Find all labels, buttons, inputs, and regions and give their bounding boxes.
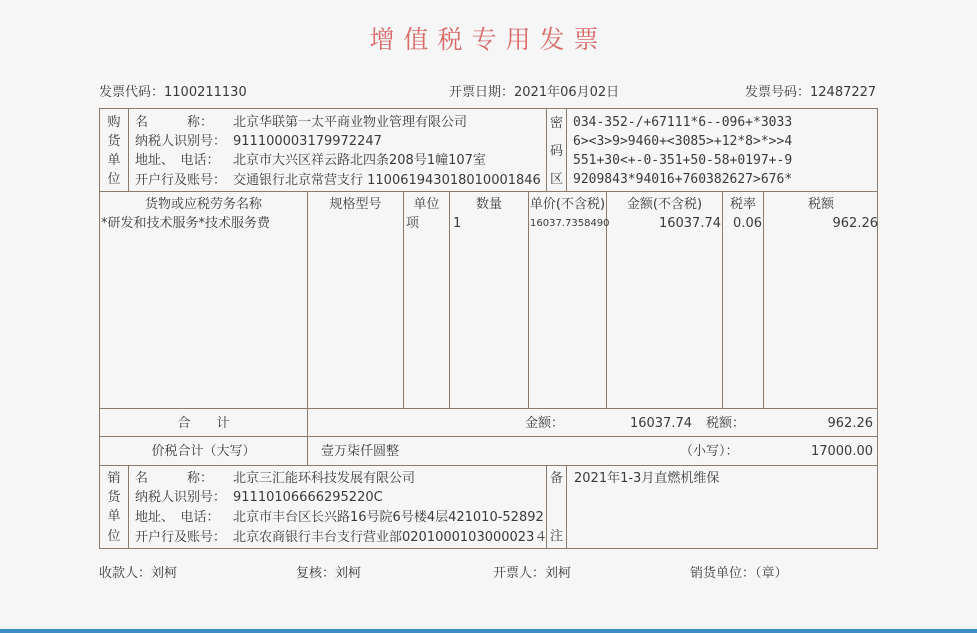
- buyer-side-2: 货: [107, 134, 121, 149]
- remarks-side-2: 注: [549, 529, 563, 544]
- buyer-side-4: 位: [107, 172, 121, 187]
- invoice-number: [745, 81, 876, 100]
- cipher-side-2: 码: [549, 144, 563, 159]
- seller-bank-label: 开户行及账号：: [135, 530, 227, 545]
- buyer-side-1: 购: [107, 115, 121, 130]
- seller-name: 北京三汇能环科技发展有限公司: [233, 471, 416, 486]
- buyer-bank-label: 开户行及账号：: [135, 173, 227, 188]
- item-qty: 1: [453, 216, 462, 231]
- buyer-name-label: 名 称：: [135, 115, 214, 130]
- seller-tax-id: 91110106666295220C: [233, 490, 383, 505]
- cipher-side-1: 密: [549, 116, 563, 131]
- cipher-line: 9209843*94016+760382627>676*: [573, 172, 793, 187]
- col-header-unit: 单位: [413, 197, 440, 212]
- seller-address: 北京市丰台区长兴路16号院6号楼4层421010-52892: [233, 510, 544, 525]
- item-unit: 项: [406, 216, 420, 231]
- buyer-name: 北京华联第一太平商业物业管理有限公司: [233, 115, 468, 130]
- invoice-date-value: 2021年06月02日: [514, 85, 620, 100]
- col-header-tax: 税额: [807, 197, 834, 212]
- buyer-address: 北京市大兴区祥云路北四条208号1幢107室: [233, 153, 486, 168]
- cipher-line: 034-352-/+67111*6--096+*3033: [573, 115, 793, 130]
- buyer-address-label: 地址、 电话：: [135, 153, 220, 168]
- totals-amount: 16037.74: [629, 416, 692, 431]
- item-price: 16037.7358490: [530, 218, 610, 229]
- col-header-rate: 税率: [729, 197, 756, 212]
- cipher-line: 6><3>9>9460+<3085>+12*8>*>>4: [573, 134, 793, 149]
- col-header-name: 货物或应税劳务名称: [144, 197, 262, 212]
- grand-total-value: 17000.00: [810, 444, 873, 459]
- invoice-date: [449, 81, 619, 100]
- buyer-bank: 交通银行北京常营支行 110061943018010001846: [233, 173, 541, 188]
- bottom-accent-bar: [0, 629, 977, 633]
- cipher-side-3: 区: [549, 172, 563, 187]
- footer-drawer: [493, 562, 571, 581]
- remarks-text: 2021年1-3月直燃机维保: [574, 471, 720, 486]
- grand-total-label: 价税合计（大写）: [151, 444, 256, 459]
- buyer-tax-id: 911100003179972247: [233, 134, 382, 149]
- invoice-number-value: 12487227: [810, 85, 877, 100]
- item-tax: 962.26: [832, 216, 878, 231]
- reviewer-value: 刘柯: [335, 566, 362, 581]
- totals-tax-label: 税额：: [706, 416, 746, 431]
- item-name: *研发和技术服务*技术服务费: [101, 216, 271, 231]
- invoice-date-label: 开票日期：: [449, 85, 515, 100]
- invoice-code-label: 发票代码：: [99, 85, 165, 100]
- seller-side-4: 位: [107, 529, 121, 544]
- invoice-code: [99, 81, 247, 100]
- payee-value: 刘柯: [151, 566, 178, 581]
- seller-address-label: 地址、 电话：: [135, 510, 220, 525]
- seller-side-3: 单: [107, 509, 121, 524]
- totals-amount-label: 金额：: [525, 416, 565, 431]
- seller-side-1: 销: [107, 471, 121, 486]
- item-rate: 0.06: [733, 216, 762, 231]
- drawer-label: 开票人：: [493, 566, 546, 581]
- footer-payee: [99, 562, 177, 581]
- col-header-spec: 规格型号: [329, 197, 382, 212]
- payee-label: 收款人：: [99, 566, 152, 581]
- cipher-line: 551+30<+-0-351+50-58+0197+-9: [573, 153, 793, 168]
- buyer-side-3: 单: [107, 153, 121, 168]
- invoice-code-value: 1100211130: [164, 85, 247, 100]
- buyer-tax-id-label: 纳税人识别号：: [135, 134, 227, 149]
- totals-label: 合 计: [177, 416, 230, 431]
- col-header-amount: 金额(不含税): [626, 197, 703, 212]
- seller-name-label: 名 称：: [135, 471, 214, 486]
- col-header-price: 单价(不含税): [529, 197, 606, 212]
- seller-bank: 北京农商银行丰台支行营业部0201000103000023４: [233, 530, 548, 545]
- totals-tax: 962.26: [827, 416, 873, 431]
- invoice-number-label: 发票号码：: [745, 85, 811, 100]
- invoice-title: 增值税专用发票: [369, 25, 608, 54]
- remarks-side-1: 备: [549, 471, 563, 486]
- drawer-value: 刘柯: [545, 566, 572, 581]
- seller-tax-id-label: 纳税人识别号：: [135, 490, 227, 505]
- seller-side-2: 货: [107, 490, 121, 505]
- col-header-qty: 数量: [475, 197, 502, 212]
- reviewer-label: 复核：: [296, 566, 336, 581]
- grand-total-words: 壹万柒仟圆整: [321, 444, 400, 459]
- grand-total-small-label: （小写）：: [680, 444, 739, 459]
- footer-reviewer: [296, 562, 361, 581]
- item-amount: 16037.74: [658, 216, 721, 231]
- footer-seller-stamp: 销货单位：（章）: [690, 566, 788, 581]
